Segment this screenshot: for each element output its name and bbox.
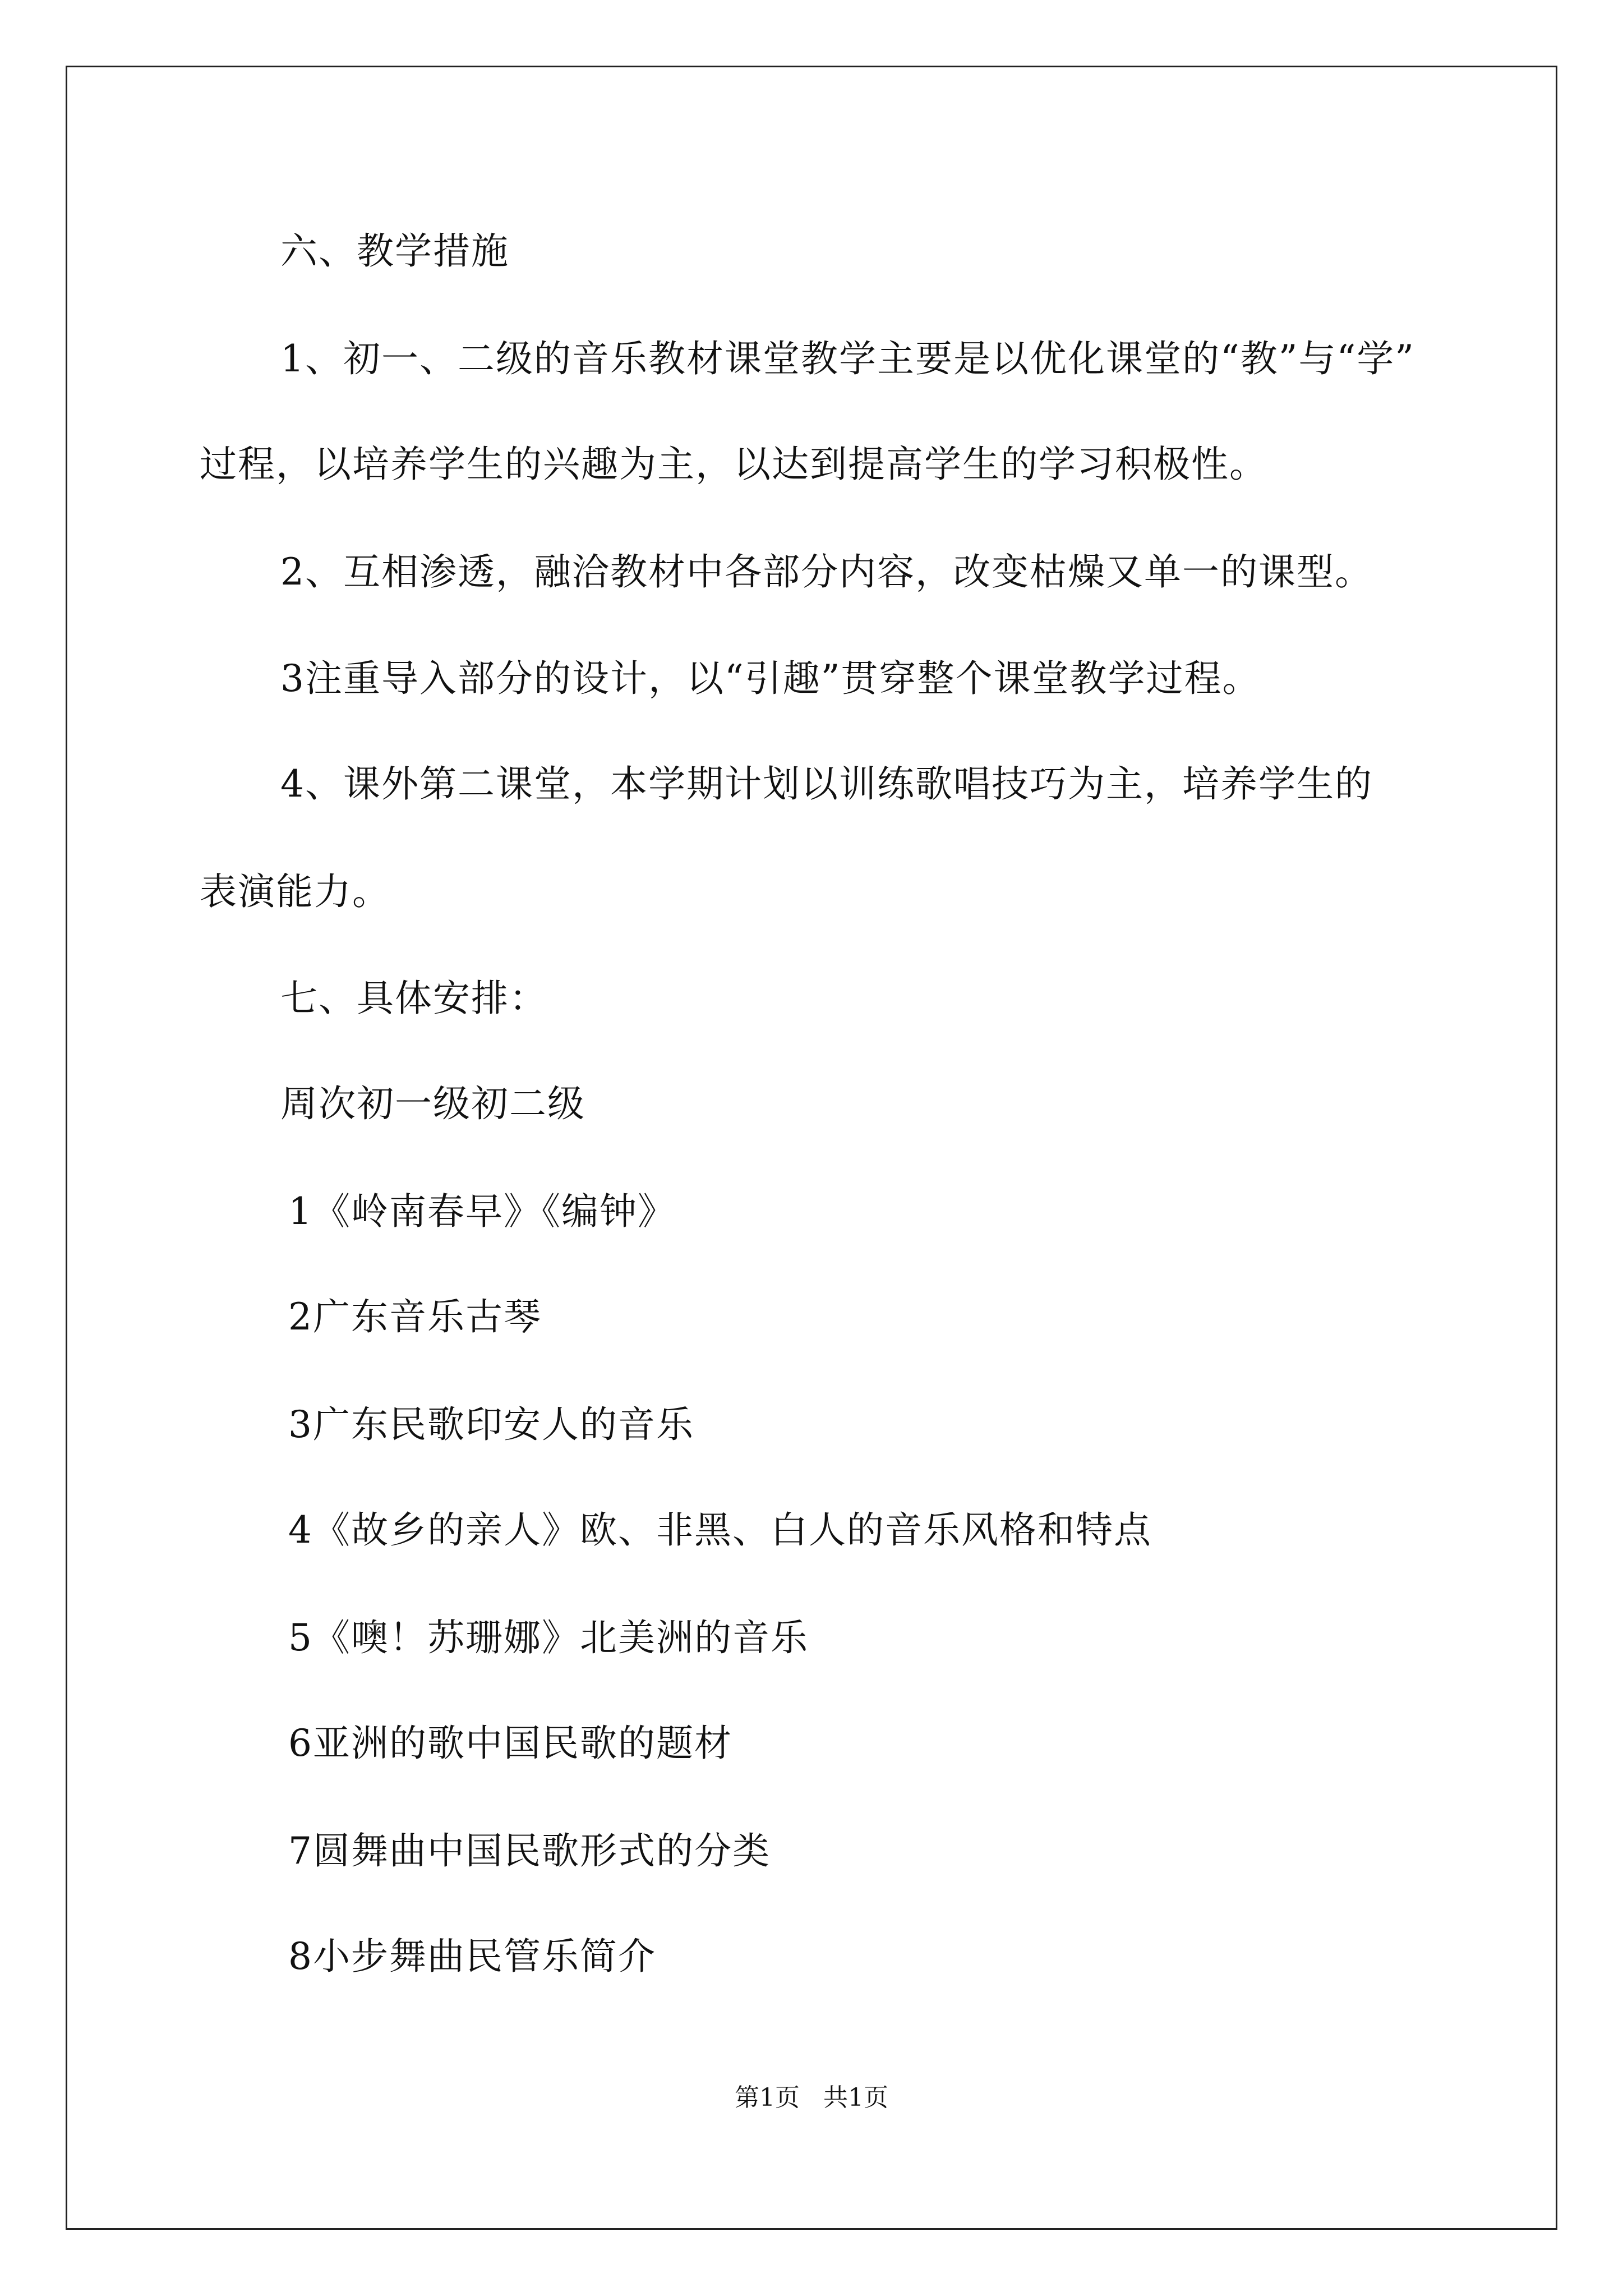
measure-3: 3注重导入部分的设计，以“引趣”贯穿整个课堂教学过程。 bbox=[280, 657, 1261, 700]
schedule-row-week-2: 2广东音乐古琴 bbox=[288, 1295, 542, 1338]
page-number-footer: 第1页 共1页 bbox=[735, 2083, 888, 2112]
schedule-row-week-6: 6亚洲的歌中国民歌的题材 bbox=[288, 1722, 732, 1765]
section-heading-teaching-measures: 六、教学措施 bbox=[280, 229, 509, 273]
schedule-header: 周次初一级初二级 bbox=[280, 1082, 585, 1125]
measure-4-line-2: 表演能力。 bbox=[200, 870, 390, 913]
schedule-row-week-3: 3广东民歌印安人的音乐 bbox=[288, 1403, 694, 1446]
measure-1-line-1: 1、初一、二级的音乐教材课堂教学主要是以优化课堂的“教”与“学” bbox=[280, 337, 1415, 380]
schedule-row-week-7: 7圆舞曲中国民歌形式的分类 bbox=[288, 1829, 771, 1872]
measure-4-line-1: 4、课外第二课堂，本学期计划以训练歌唱技巧为主，培养学生的 bbox=[280, 762, 1373, 806]
schedule-row-week-1: 1《岭南春早》《编钟》 bbox=[288, 1190, 676, 1233]
section-heading-schedule: 七、具体安排： bbox=[280, 977, 547, 1020]
measure-1-line-2: 过程，以培养学生的兴趣为主，以达到提高学生的学习积极性。 bbox=[200, 443, 1267, 486]
page-border bbox=[66, 66, 1557, 2230]
measure-2: 2、互相渗透，融洽教材中各部分内容，改变枯燥又单一的课型。 bbox=[280, 550, 1373, 593]
schedule-row-week-4: 4《故乡的亲人》欧、非黑、白人的音乐风格和特点 bbox=[288, 1508, 1152, 1552]
schedule-row-week-8: 8小步舞曲民管乐简介 bbox=[288, 1935, 656, 1978]
schedule-row-week-5: 5《噢！苏珊娜》北美洲的音乐 bbox=[288, 1616, 809, 1659]
